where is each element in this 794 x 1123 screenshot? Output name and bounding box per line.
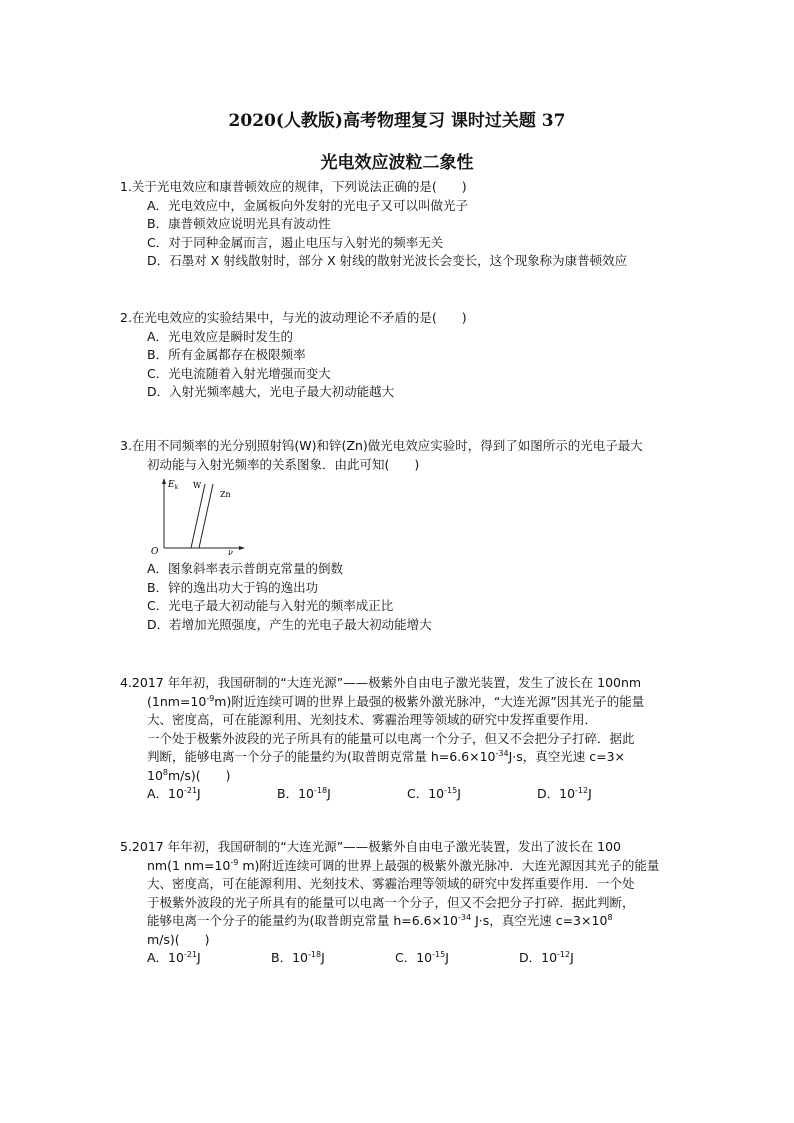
x-axis-label: ν [228,548,233,556]
question-3-stem [120,437,643,474]
question-4-option-a: A．$10^{-21}J$ [147,785,201,801]
question-4-line-6: $10^8m/s$)( ) [147,767,231,783]
question-3-option-c: C．光电子最大初动能与入射光的频率成正比 [147,598,394,613]
line-zn [199,484,213,548]
y-axis-arrow [162,478,166,484]
question-2-option-b: B．所有金属都存在极限频率 [147,347,306,362]
question-5-option-b: B．$10^{-18}J$ [271,949,325,965]
question-3-option-d: D．若增加光照强度，产生的光电子最大初动能增大 [147,616,432,632]
question-4-line-1: 4.2017 年年初，我国研制的“大连光源”——极紫外自由电子激光装置，发生了波长在 100nm [120,675,642,690]
line-w-label: W [193,481,202,490]
page-subtitle: 光电效应波粒二象性 [320,153,474,173]
question-1-option-b: B．康普顿效应说明光具有波动性 [147,216,331,231]
question-5-option-d: D．$10^{-12}J$ [519,949,574,965]
question-4-line-4: 一个处于极紫外波段的光子所具有的能量可以电离一个分子，但又不会把分子打碎．据此 [147,730,635,746]
ek-frequency-graph [150,476,250,556]
question-4-options [120,785,644,804]
question-3-stem-line-1: 3.在用不同频率的光分别照射钨(W)和锌(Zn)做光电效应实验时，得到了如图所示的光电子最大 [120,438,643,453]
question-4-option-d: D．$10^{-12}J$ [537,785,592,801]
question-5-line-3: 大、密度高，可在能源利用、光刻技术、雾霾治理等领域的研究中发挥重要作用．一个处 [147,876,635,891]
question-4-line-3: 大、密度高，可在能源利用、光刻技术、雾霾治理等领域的研究中发挥重要作用． [147,712,598,727]
question-1-stem: 1.关于光电效应和康普顿效应的规律，下列说法正确的是( ) [120,179,467,194]
question-1-option-d: D．石墨对 X 射线散射时，部分 X 射线的散射光波长会变长，这个现象称为康普顿效应 [147,253,628,268]
line-w [191,484,205,548]
question-4-option-c: C．$10^{-15}J$ [407,785,461,801]
question-3-options [120,560,432,634]
question-4-option-b: B．$10^{-18}J$ [277,785,331,801]
origin-label: O [151,547,159,556]
question-5-line-2: nm(1 $nm=10^{-9}$ m)附近连续可调的世界上最强的极紫外激光脉冲．大连光源因其光子的能量 [147,857,660,873]
question-2-stem: 2.在光电效应的实验结果中，与光的波动理论不矛盾的是( ) [120,310,467,325]
question-5-options [120,949,659,968]
question-4-line-2: $(1nm=10^{-9}m)$附近连续可调的世界上最强的极紫外激光脉冲，“大连光源”因其光子的能量 [147,693,645,709]
question-1 [120,178,627,271]
question-2-option-c: C．光电流随着入射光增强而变大 [147,365,331,381]
question-1-option-c: C．对于同种金属而言，遏止电压与入射光的频率无关 [147,234,444,250]
question-5-line-5: 能够电离一个分子的能量约为(取普朗克常量 $h=6.6\times 10^{-34}$ J·s，真空光速 $c=3\times 10^8$ [147,912,613,928]
question-4 [120,674,644,804]
question-2-option-d: D．入射光频率越大，光电子最大初动能越大 [147,384,395,399]
page-title: 2020(人教版)高考物理复习 课时过关题 37 [228,111,566,131]
question-5 [120,838,659,968]
y-axis-label: $E_k$ [168,480,179,491]
question-5-option-a: A．$10^{-21}J$ [147,949,201,965]
question-1-option-a: A．光电效应中，金属板向外发射的光电子又可以叫做光子 [147,197,469,213]
question-5-line-6: m/s)( ) [147,931,210,947]
question-2-option-a: A．光电效应是瞬时发生的 [147,328,294,344]
question-2 [120,309,467,402]
question-5-option-c: C．$10^{-15}J$ [395,949,449,965]
question-5-line-1: 5.2017 年年初，我国研制的“大连光源”——极紫外自由电子激光装置，发出了波长在 100 [120,839,621,854]
question-3-option-b: B．锌的逸出功大于钨的逸出功 [147,579,319,595]
question-3-option-a: A．图象斜率表示普朗克常量的倒数 [147,561,344,576]
question-5-line-4: 于极紫外波段的光子所具有的能量可以电离一个分子，但又不会把分子打碎．据此判断， [147,894,635,910]
question-4-line-5: 判断，能够电离一个分子的能量约为(取普朗克常量 $h=6.6\times 10^{-34}J\cdot s$，真空光速 c=3× [147,748,626,764]
line-zn-label: Zn [220,490,231,499]
question-3-stem-line-2: 初动能与入射光频率的关系图象．由此可知( ) [147,456,420,472]
x-axis-arrow [239,546,245,550]
